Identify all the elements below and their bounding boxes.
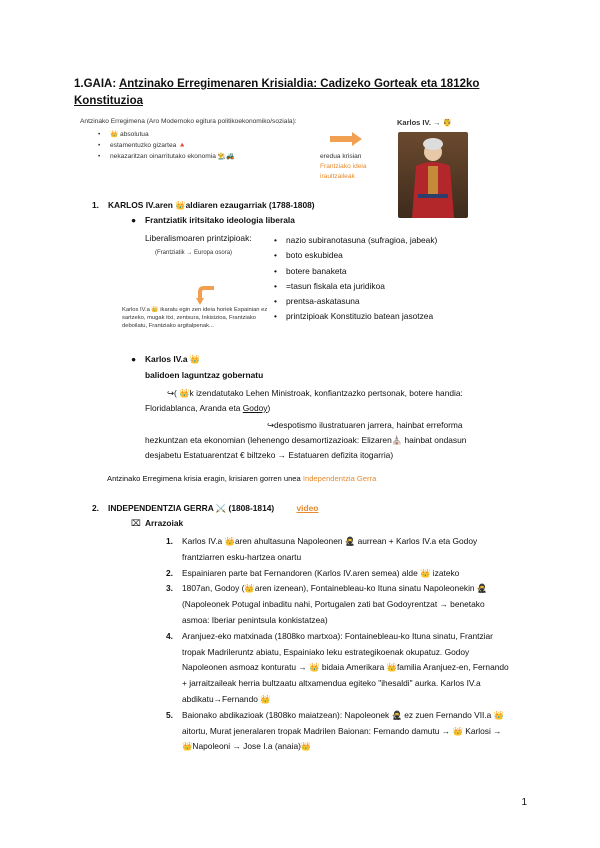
lib-label: Liberalismoaren printzipioak: [145, 233, 252, 243]
cause-text: 1807an, Godoy (👑aren izenean), Fontainebleau-ko Ituna sinatu Napoleonekin 🥷 (Napoleonek Potugal inbaditu nahi, Portugalen zati bat Godoyrentzat → benetako asmoa: Iberiar penintsula konkistatzea) [182, 583, 488, 625]
cause-number: 4. [166, 630, 173, 641]
portrait-figure-icon [398, 132, 468, 218]
page-number: 1 [521, 797, 527, 808]
arrow-note-line: eredua krisian [320, 153, 362, 160]
arrow-note [320, 152, 367, 182]
b2-line2-text: ↪( 👑k izendatutako Lehen Ministroak, konfiantzazko pertsonak, botere handia: Floridablanca, Aranda eta [145, 388, 463, 413]
principle-item: • printzipioak Konstituzio batean jasotzea [286, 309, 437, 324]
s1-bullet1: ● Frantziatik iritsitako ideologia liberala [131, 215, 295, 225]
cause-text: Espainiaren parte bat Fernandoren (Karlos IV.aren semea) alde 👑 izateko [182, 567, 460, 578]
arrow-note-line: Frantziako ideia [320, 163, 367, 170]
cause-text: Baionako abdikazioak (1808ko maiatzean): Napoleonek 🥷 ez zuen Fernando VII.a 👑aitortu, Murat jeneralaren tropak Madrilen Baionan: Fernando damutu → 👑 Karlosi → 👑Napoleoni → Jose I.a (anaia)👑 [182, 709, 505, 752]
principle-item: • =tasun fiskala eta juridikoa [286, 279, 437, 294]
principle-item: • prentsa-askatasuna [286, 294, 437, 309]
intro-heading: Antzinako Erregimena (Aro Modernoko egitura politikoekonomiko/soziala): [80, 118, 297, 125]
principle-item: • nazio subiranotasuna (sufragioa, jabeak) [286, 233, 437, 248]
section-title: INDEPENDENTZIA GERRA ⚔️ (1808-1814) [108, 503, 275, 513]
principles-list [286, 233, 437, 325]
crisis-line [107, 474, 376, 483]
section-title: KARLOS IV.aren 👑aldiaren ezaugarriak (1788-1808) [108, 200, 315, 210]
arrow-note-line: iraultzaileak [320, 173, 355, 180]
cause-number: 1. [166, 536, 173, 546]
title-main: Antzinako Erregimenaren Krisialdia: Cadizeko Gorteak eta 1812ko Konstituzioa [74, 78, 480, 107]
section-1-heading [92, 200, 315, 211]
section-number: 2. [92, 503, 99, 513]
godoy-link[interactable]: Godoy [242, 403, 268, 413]
s1-bullet2: ● Karlos IV.a 👑 [131, 354, 201, 364]
cause-item [166, 566, 512, 582]
intro-item: • estamentuzko gizartea 🔺 [110, 140, 234, 151]
title-prefix: 1.GAIA: [74, 78, 119, 90]
bullet-text: Karlos IV.a 👑 [145, 354, 201, 364]
sub-heading: Arrazoiak [145, 518, 184, 528]
b2-line2 [145, 386, 485, 416]
independence-war-link[interactable]: Independentzia Gerra [302, 474, 377, 483]
cause-item [166, 708, 512, 755]
cause-number: 3. [166, 583, 173, 594]
lib-sub: (Frantziatik → Europa osora) [155, 250, 233, 256]
b2-line1: balidoen laguntzaz gobernatu [145, 370, 264, 380]
cause-item [166, 581, 512, 628]
section-2-heading [92, 503, 319, 514]
causes-list [166, 534, 512, 755]
cause-item [166, 629, 512, 708]
side-note: Karlos IV.a 👑 ikaratu egin zen ideia horiek Espainian ez sartzeko, mugak itxi, zentsura, Inkisizioa, Frantziako deboilatu, Frantziako argitalpenak... [122, 307, 268, 329]
page-title [74, 76, 514, 110]
king-portrait-image [398, 132, 468, 218]
cause-number: 5. [166, 709, 173, 720]
right-arrow-icon [330, 132, 362, 146]
cause-text: Aranjuez-eko matxinada (1808ko martxoa): Fontainebleau-ko Ituna sinatu, Frantziar tropak Madrileruntz abiatu, Espainiako leku estrategikoenak okupatuz. Godoy Napoleonen asmoaz konturatu → 👑 bidaia Amerikara 👑familia Aranjuez-en, Fernando + jarraitzaileak herria bultzaatu altxamendua egiteko "ihesaldi" aurka. Karlos IV.a abdikatu→Fernando 👑 [182, 630, 509, 704]
bullet-text: Frantziatik iritsitako ideologia liberala [145, 215, 295, 225]
cause-item [166, 534, 512, 566]
intro-item: • 👑 absolutua [110, 129, 234, 140]
intro-item: • nekazaritzan oinarritutako ekonomia 👨‍🌾🚜 [110, 151, 234, 162]
intro-list [110, 129, 234, 162]
principle-item: • botere banaketa [286, 264, 437, 279]
curved-arrow-icon [196, 284, 218, 306]
principle-item: • boto eskubidea [286, 248, 437, 263]
s2-sub: ⌧ Arrazoiak [131, 518, 184, 528]
crisis-text: Antzinako Erregimena krisia eragin, krisiaren gorren unea [107, 474, 303, 483]
section-number: 1. [92, 200, 99, 210]
video-link[interactable]: video [296, 503, 319, 513]
b2-line2-close: ) [267, 403, 271, 413]
cause-number: 2. [166, 567, 173, 578]
cause-text: Karlos IV.a 👑aren ahultasuna Napoleonen 🥷 aurrean + Karlos IV.a eta Godoy frantziarren esku-hartzea onartu [182, 536, 478, 562]
b2-line3: ↪despotismo ilustratuaren jarrera, hainbat erreforma hezkuntzan eta ekonomian (lehenengo desamortizazioak: Elizaren⛪ hainbat ondasun desjabetu Estatuarentzat € biltzeko → Estatuaren defizita itogarria) [145, 420, 467, 460]
portrait-caption: Karlos IV. → 🤴 [397, 118, 452, 127]
